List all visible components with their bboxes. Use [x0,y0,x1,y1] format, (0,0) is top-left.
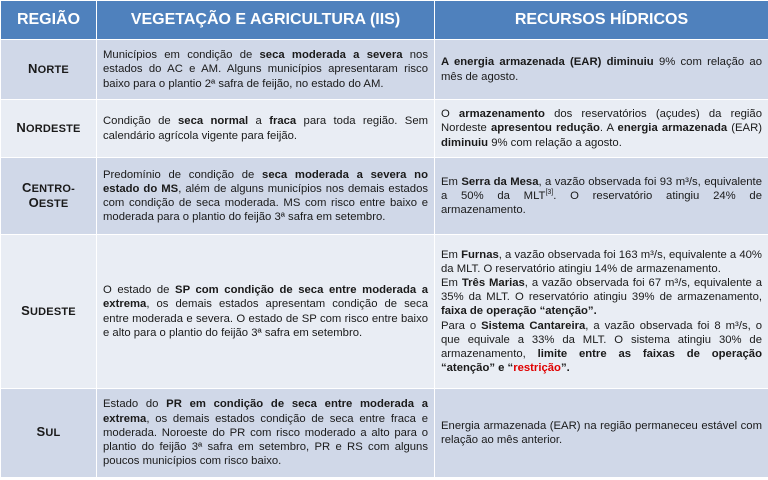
water-cell: O armazenamento dos reservatórios (açudes) da região Nordeste apresentou redução. A energia armazenada (EAR) diminuiu 9% com relação a agosto. [435,100,768,158]
water-paragraph-cantareira: Para o Sistema Cantareira, a vazão observada foi 8 m³/s, o que equivale a 33% da MLT. O sistema atingiu 30% de armazenamento, limite entre as faixas de operação “atenção” e “restrição”. [441,319,762,375]
region-sudeste: SUDESTE [1,235,97,389]
water-paragraph-tres-marias: Em Três Marias, a vazão observada foi 67 m³/s, equivalente a 35% da MLT. O reservatório atingiu 39% de armazenamento, faixa de operação “atenção”. [441,276,762,318]
table-row-norte [1,40,768,100]
water-cell: Energia armazenada (EAR) na região permaneceu estável com relação ao mês anterior. [435,389,768,478]
table-row-sul [1,389,768,478]
water-cell: A energia armazenada (EAR) diminuiu 9% com relação ao mês de agosto. [435,40,768,100]
region-nordeste: NORDESTE [1,100,97,158]
table-row-centro-oeste [1,158,768,235]
water-cell: Em Serra da Mesa, a vazão observada foi 93 m³/s, equivalente a 50% da MLT[3]. O reservatório atingiu 24% de armazenamento. [435,158,768,235]
region-sul: SUL [1,389,97,478]
water-cell [435,235,768,389]
vegetation-cell: Municípios em condição de seca moderada a severa nos estados do AC e AM. Alguns municípios apresentaram risco baixo para o plantio 2ª safra de feijão, no estado do AM. [97,40,435,100]
table-row-nordeste [1,100,768,158]
header-vegetation: VEGETAÇÃO E AGRICULTURA (IIS) [97,1,435,40]
vegetation-cell: Predomínio de condição de seca moderada a severa no estado do MS, além de alguns municípios nos demais estados com condição de seca moderada. MS com risco entre baixo e moderada para o plantio do feijão 3ª safra em setembro. [97,158,435,235]
table-row-sudeste [1,235,768,389]
vegetation-cell: Condição de seca normal a fraca para toda região. Sem calendário agrícola vigente para feijão. [97,100,435,158]
header-region: REGIÃO [1,1,97,40]
vegetation-cell: O estado de SP com condição de seca entre moderada a extrema, os demais estados apresentam condição de seca entre moderada e severa. O estado de SP com risco entre baixo e alto para o plantio do feijão 3ª safra em setembro. [97,235,435,389]
header-water-resources: RECURSOS HÍDRICOS [435,1,768,40]
header-row [1,1,768,40]
region-centro-oeste: CENTRO-OESTE [1,158,97,235]
vegetation-cell: Estado do PR em condição de seca entre moderada a extrema, os demais estados condição de seca entre fraca e moderada. Noroeste do PR com risco moderado a alto para o plantio do feijão 3ª safra em setembro, PR e RS com alguns poucos municípios com risco baixo. [97,389,435,478]
water-paragraph-furnas: Em Furnas, a vazão observada foi 163 m³/s, equivalente a 40% da MLT. O reservatório atingiu 14% de armazenamento. [441,248,762,275]
region-norte: NORTE [1,40,97,100]
